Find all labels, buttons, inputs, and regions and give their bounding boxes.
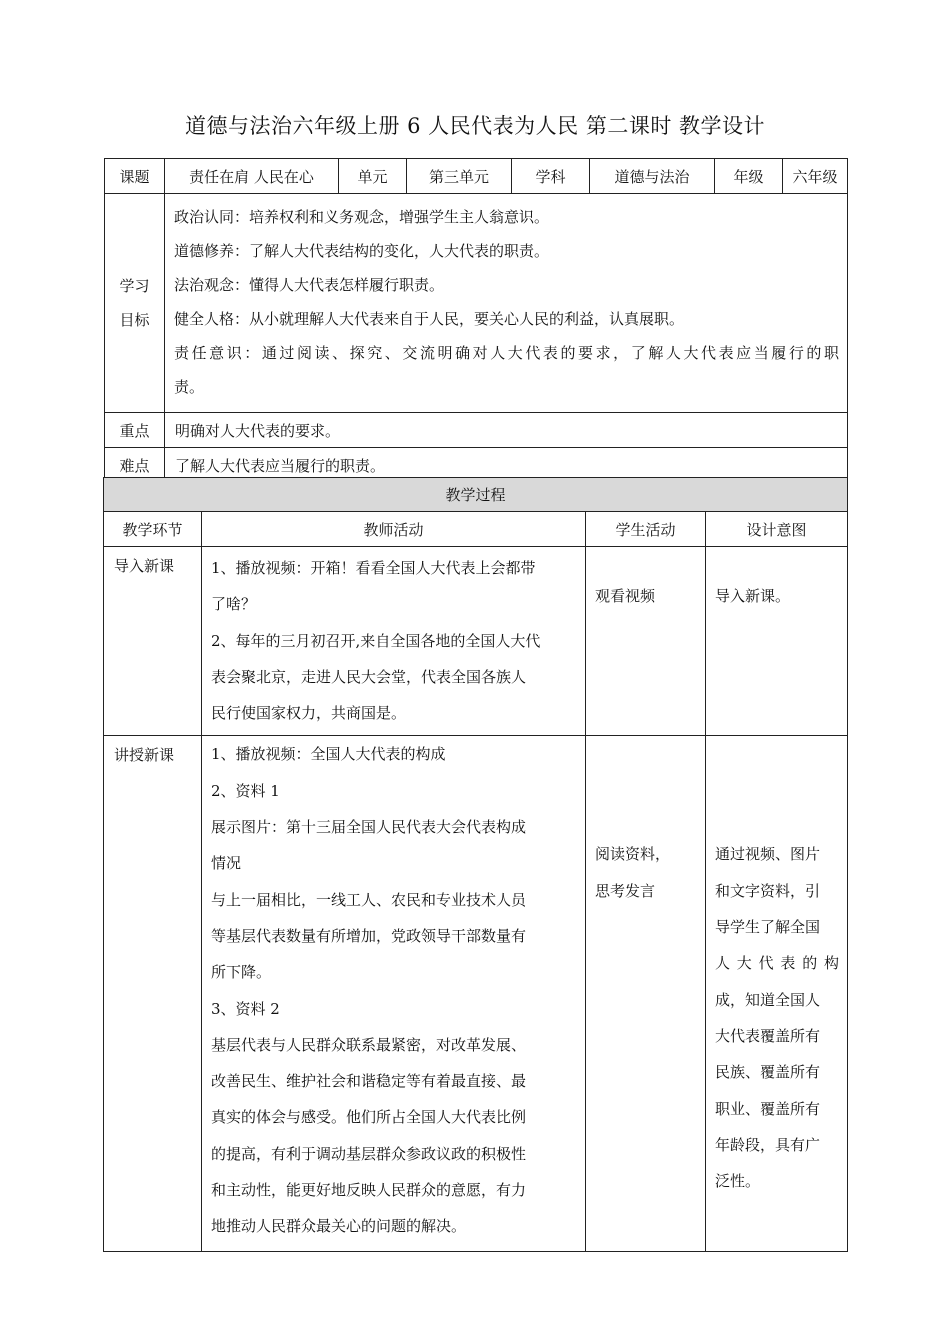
text-line: 地推动人民群众最关心的问题的解决。 <box>211 1217 467 1236</box>
document-title: 道德与法治六年级上册 6 人民代表为人民 第二课时 教学设计 <box>184 114 766 138</box>
text-line: 2、每年的三月初召开,来自全国各地的全国人大代 <box>211 631 541 650</box>
goal-item: 健全人格：从小就理解人大代表来自于人民，要关心人民的利益，认真展职。 <box>174 310 685 328</box>
text-line: 泛性。 <box>715 1172 761 1191</box>
new-lesson-stage: 讲授新课 <box>104 736 202 1252</box>
difficulty-label: 难点 <box>105 448 165 483</box>
subject-label: 学科 <box>512 159 590 194</box>
process-table <box>103 477 848 1252</box>
text-line: 观看视频 <box>595 587 656 605</box>
text-line: 1、播放视频：开箱！看看全国人大代表上会都带 <box>211 559 536 577</box>
key-point-row <box>105 413 848 448</box>
text-line: 和文字资料，引 <box>715 881 821 900</box>
text-line: 通过视频、图片 <box>715 845 821 864</box>
goals-content <box>165 194 848 413</box>
header-teacher: 教师活动 <box>202 512 586 547</box>
intro-stage: 导入新课 <box>104 547 202 736</box>
header-student: 学生活动 <box>586 512 706 547</box>
text-line: 改善民生、维护社会和谐稳定等有着最直接、最 <box>211 1072 527 1091</box>
goal-item: 责。 <box>174 378 205 396</box>
text-line: 民族、覆盖所有 <box>715 1063 821 1082</box>
topic-value: 责任在肩 人民在心 <box>165 159 339 194</box>
text-line: 展示图片：第十三届全国人民代表大会代表构成 <box>211 818 527 837</box>
grade-label: 年级 <box>715 159 783 194</box>
text-line: 真实的体会与感受。他们所占全国人大代表比例 <box>211 1108 527 1127</box>
goals-label <box>105 194 165 413</box>
text-line: 导入新课。 <box>715 587 791 605</box>
goals-label-line-1: 学习 <box>119 277 150 295</box>
text-line: 和主动性，能更好地反映人民群众的意愿，有力 <box>211 1181 527 1200</box>
text-line: 导学生了解全国 <box>715 918 821 937</box>
text-line: 阅读资料， <box>595 845 671 864</box>
process-title: 教学过程 <box>104 478 848 512</box>
intro-student <box>586 547 706 736</box>
key-point-value: 明确对人大代表的要求。 <box>165 413 848 448</box>
text-line: 与上一届相比，一线工人、农民和专业技术人员 <box>211 890 527 909</box>
new-lesson-row <box>104 736 848 1252</box>
new-lesson-teacher <box>202 736 586 1252</box>
text-line: 成，知道全国人 <box>715 990 821 1009</box>
goals-row <box>105 194 848 413</box>
text-line: 所下降。 <box>211 963 272 982</box>
text-line: 职业、覆盖所有 <box>715 1099 821 1118</box>
goal-item: 政治认同：培养权利和义务观念，增强学生主人翁意识。 <box>174 208 550 226</box>
text-line: 等基层代表数量有所增加，党政领导干部数量有 <box>211 926 527 945</box>
text-line: 基层代表与人民群众联系最紧密，对改革发展、 <box>211 1035 527 1054</box>
text-line: 情况 <box>211 854 242 873</box>
unit-value: 第三单元 <box>407 159 512 194</box>
grade-value: 六年级 <box>783 159 848 194</box>
goals-label-line-2: 目标 <box>119 311 150 329</box>
header-intent: 设计意图 <box>706 512 848 547</box>
unit-label: 单元 <box>339 159 407 194</box>
text-line: 2、资料 1 <box>211 781 280 800</box>
text-line: 3、资料 2 <box>211 999 280 1018</box>
header-stage: 教学环节 <box>104 512 202 547</box>
text-line: 了啥？ <box>211 595 257 614</box>
info-table <box>104 158 848 483</box>
goal-item: 道德修养：了解人大代表结构的变化，人大代表的职责。 <box>174 242 550 260</box>
text-line: 表会聚北京，走进人民大会堂，代表全国各族人 <box>211 667 527 686</box>
new-lesson-intent <box>706 736 848 1252</box>
difficulty-value: 了解人大代表应当履行的职责。 <box>165 448 848 483</box>
text-line: 思考发言 <box>595 881 656 900</box>
intro-row <box>104 547 848 736</box>
process-header-row <box>104 512 848 547</box>
subject-value: 道德与法治 <box>590 159 715 194</box>
goal-item: 责任意识：通过阅读、探究、交流明确对人大代表的要求，了解人大代表应当履行的职 <box>174 344 839 362</box>
topic-label: 课题 <box>105 159 165 194</box>
new-lesson-student <box>586 736 706 1252</box>
text-line: 大代表覆盖所有 <box>715 1026 821 1045</box>
text-line: 民行使国家权力，共商国是。 <box>211 704 407 723</box>
text-line: 的提高，有利于调动基层群众参政议政的积极性 <box>211 1144 527 1163</box>
text-line: 人大代表的构 <box>715 954 840 973</box>
intro-teacher <box>202 547 586 736</box>
key-point-label: 重点 <box>105 413 165 448</box>
goal-item: 法治观念：懂得人大代表怎样履行职责。 <box>174 276 445 294</box>
text-line: 1、播放视频：全国人大代表的构成 <box>211 745 446 764</box>
process-title-row <box>104 478 848 512</box>
text-line: 年龄段，具有广 <box>715 1135 821 1154</box>
intro-intent <box>706 547 848 736</box>
info-row <box>105 159 848 194</box>
